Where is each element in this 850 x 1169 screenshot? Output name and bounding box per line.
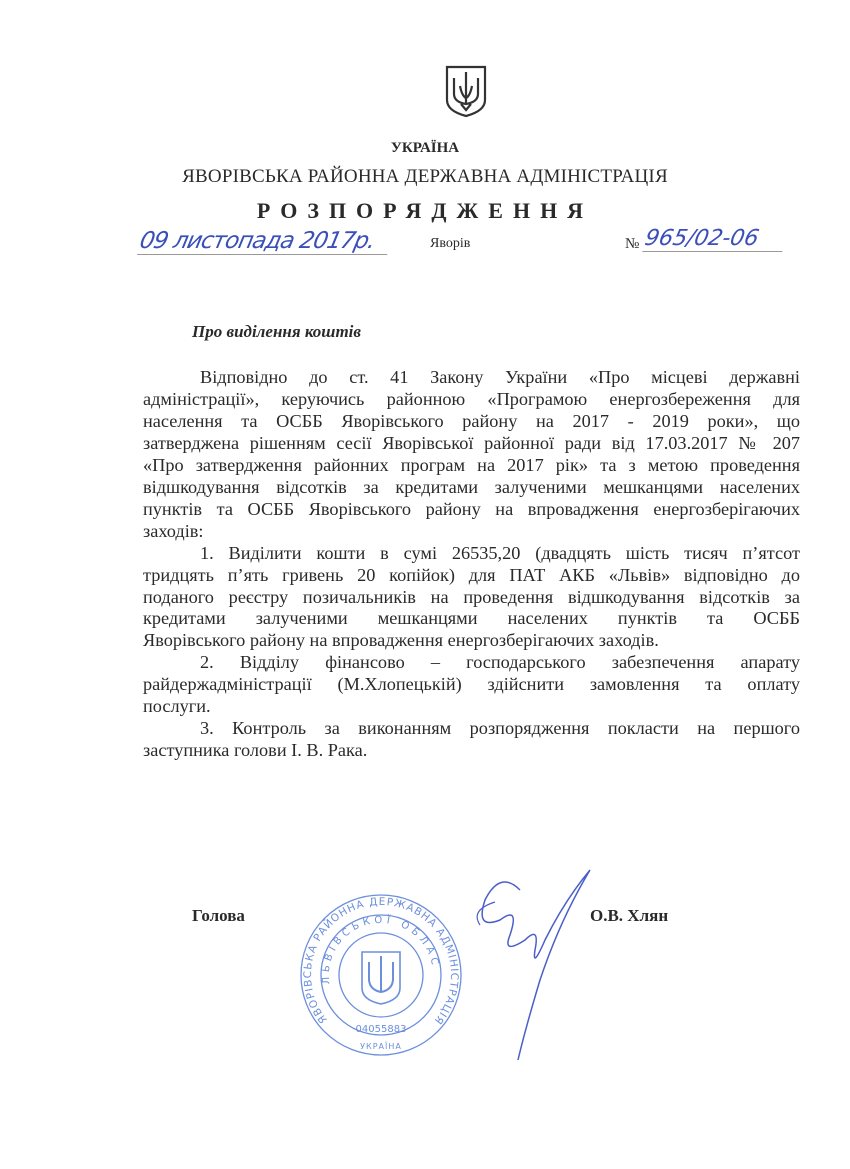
text-line: відшкодування відсотків за кредитами залученими мешканцями населених	[143, 476, 800, 497]
document-subject: Про виділення коштів	[192, 322, 362, 341]
text-line: 1. Виділити кошти в сумі 26535,20 (двадцять шість тисяч п’ятсот	[200, 542, 800, 563]
signatory-position: Голова	[192, 906, 245, 925]
stamp-outer-text: ЯВОРІВСЬКА РАЙОННА ДЕРЖАВНА АДМІНІСТРАЦІЯ	[301, 895, 461, 1027]
document-type-heading: РОЗПОРЯДЖЕННЯ	[256, 198, 594, 223]
number-label: №	[625, 236, 640, 252]
text-line: затверджена рішенням сесії Яворівської районної ради від 17.03.2017 № 207	[143, 432, 800, 453]
paragraph-1	[143, 367, 800, 543]
paragraph-4	[143, 718, 800, 762]
paragraph-2	[143, 543, 800, 653]
text-line: «Про затвердження районних програм на 2017 рік» та з метою проведення	[143, 454, 800, 475]
text-line: 2. Відділу фінансово – господарського забезпечення апарату	[200, 652, 800, 673]
signatory-name: О.В. Хлян	[590, 906, 669, 925]
city-label: Яворів	[430, 236, 471, 251]
handwritten-number: 965/02-06	[642, 226, 788, 252]
document-body	[143, 367, 800, 762]
text-line: 3. Контроль за виконанням розпорядження покласти на першого	[200, 718, 800, 739]
text-line: заступника голови І. В. Рака.	[143, 740, 368, 761]
trident-emblem-icon	[444, 64, 488, 118]
text-line: поданого реєстру позичальників на проведення відшкодування відсотків за	[143, 586, 800, 607]
text-line: райдержадміністрації (М.Хлопецькій) здійснити замовлення та оплату	[143, 674, 800, 695]
text-line: адміністрації», керуючись районною «Програмою енергозбереження для	[143, 388, 800, 409]
text-line: заходів:	[143, 520, 204, 541]
text-line: пунктів та ОСББ Яворівського району на впровадження енергозберігаючих	[143, 498, 800, 519]
handwritten-date: 09 листопада 2017р.	[137, 228, 393, 255]
stamp-code: 04055883	[355, 1024, 407, 1035]
handwritten-signature	[440, 860, 600, 1070]
text-line: тридцять п’ять гривень 20 копійок) для ПАТ АКБ «Львів» відповідно до	[143, 564, 800, 585]
text-line: послуги.	[143, 696, 211, 717]
text-line: Яворівського району на впровадження енергозберігаючих заходів.	[143, 630, 659, 651]
stamp-inner-text: ЛЬВІВСЬКОЇ ОБЛАСТІ	[320, 914, 441, 985]
country-heading: УКРАЇНА	[390, 140, 460, 156]
paragraph-3	[143, 652, 800, 718]
administration-heading: ЯВОРІВСЬКА РАЙОННА ДЕРЖАВНА АДМІНІСТРАЦІЯ	[182, 166, 668, 187]
text-line: населення та ОСББ Яворівського району на 2017 - 2019 роки», що	[143, 410, 800, 431]
text-line: Відповідно до ст. 41 Закону України «Про місцеві державні	[200, 367, 800, 387]
stamp-country: УКРАЇНА	[360, 1042, 402, 1051]
text-line: кредитами залученими мешканцями населених пунктів та ОСББ	[143, 608, 800, 629]
